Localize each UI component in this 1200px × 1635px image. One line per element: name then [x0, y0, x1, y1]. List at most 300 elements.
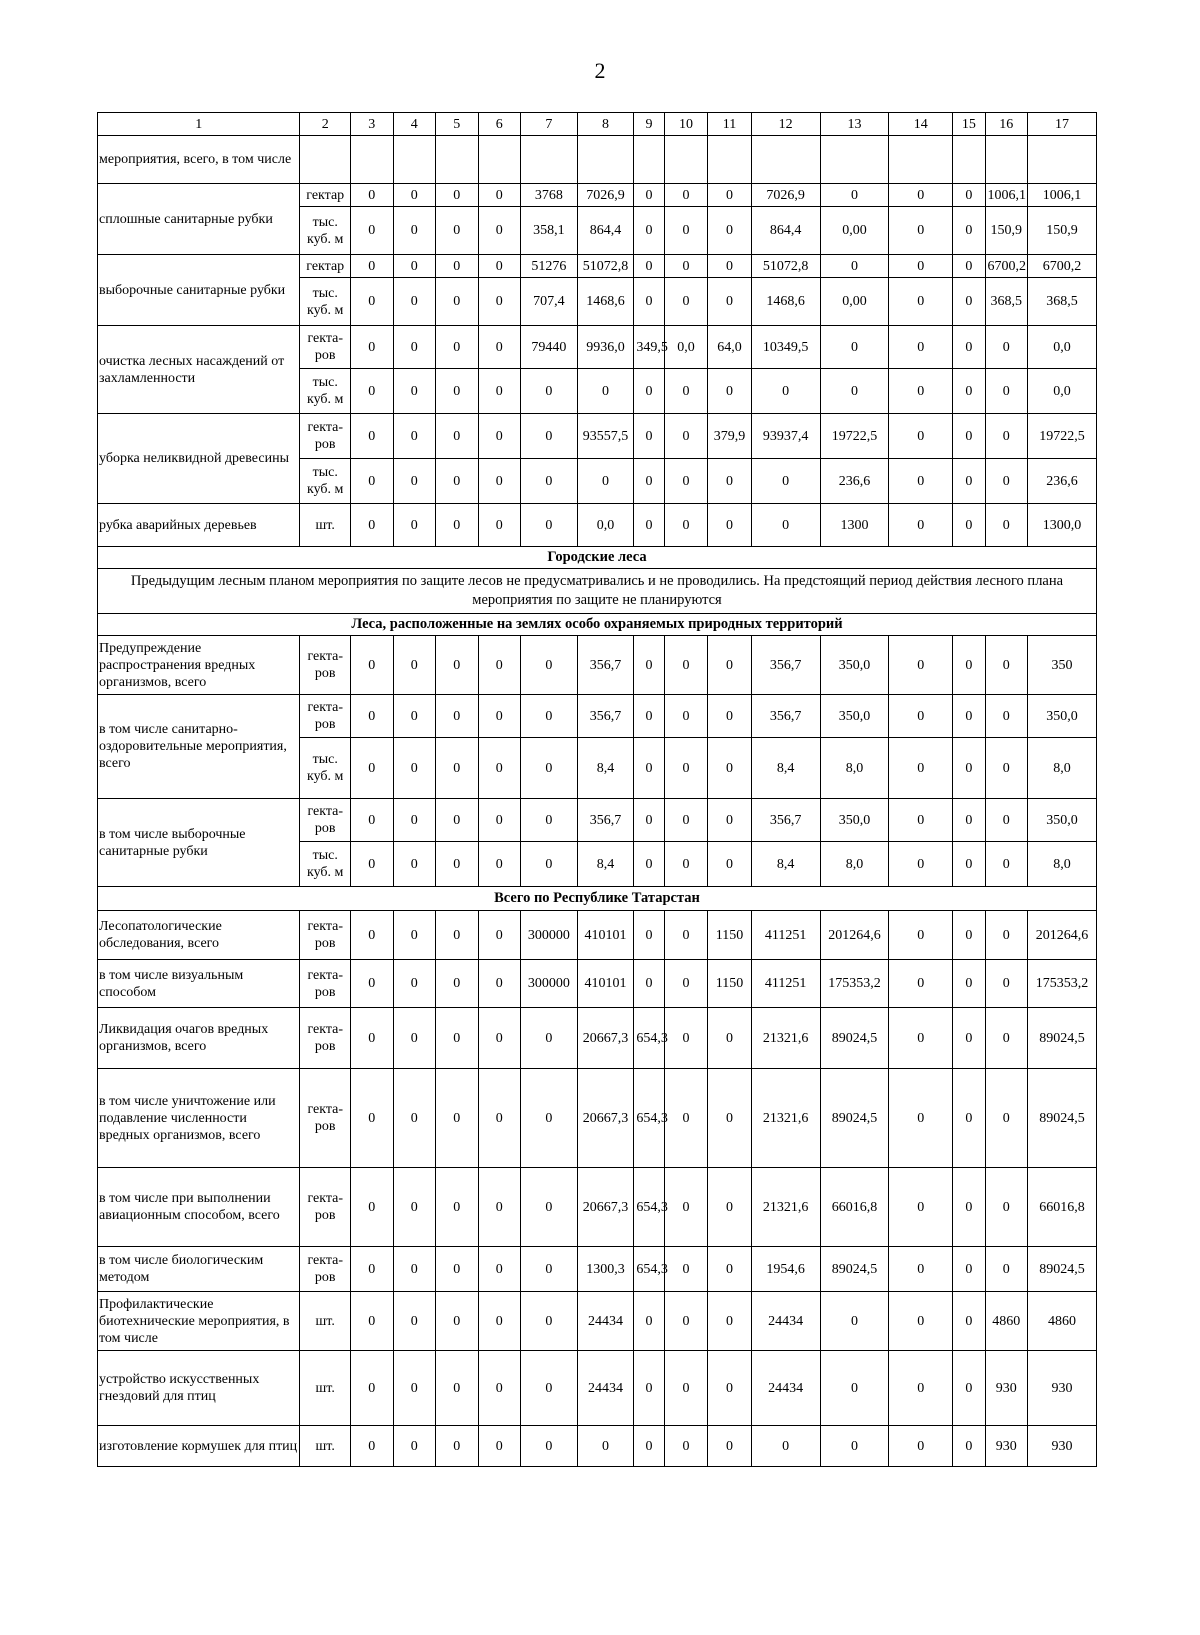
value-cell: 89024,5 [1028, 1069, 1097, 1168]
activity-name: в том числе визуальным способом [98, 960, 300, 1008]
value-cell: 0 [436, 1292, 479, 1351]
value-cell: 0 [351, 414, 394, 459]
value-cell: 0 [985, 911, 1028, 960]
value-cell: 0 [436, 459, 479, 504]
value-cell: 0 [393, 326, 436, 369]
value-cell: 0 [521, 369, 578, 414]
value-cell [351, 136, 394, 184]
value-cell: 0 [393, 1069, 436, 1168]
value-cell [820, 136, 889, 184]
value-cell: 0 [820, 255, 889, 278]
value-cell [985, 136, 1028, 184]
value-cell: 0 [393, 1292, 436, 1351]
table-row [98, 414, 1097, 459]
value-cell: 0 [436, 842, 479, 887]
value-cell: 0 [708, 207, 752, 255]
unit-cell: гекта-ров [300, 1008, 351, 1069]
value-cell: 0 [953, 255, 985, 278]
value-cell: 0 [708, 799, 752, 842]
value-cell: 410101 [577, 911, 634, 960]
value-cell: 0 [953, 207, 985, 255]
value-cell: 236,6 [1028, 459, 1097, 504]
value-cell: 0 [953, 326, 985, 369]
value-cell: 0 [393, 960, 436, 1008]
value-cell: 21321,6 [751, 1168, 820, 1247]
value-cell: 0 [478, 911, 521, 960]
value-cell: 0 [393, 414, 436, 459]
value-cell: 0 [889, 1292, 953, 1351]
value-cell: 1006,1 [1028, 184, 1097, 207]
value-cell: 0 [634, 799, 664, 842]
value-cell: 0 [436, 255, 479, 278]
value-cell: 64,0 [708, 326, 752, 369]
value-cell: 0 [664, 1008, 708, 1069]
value-cell [577, 136, 634, 184]
value-cell: 0 [708, 1351, 752, 1426]
value-cell: 0 [634, 504, 664, 547]
value-cell [436, 136, 479, 184]
value-cell: 0 [393, 459, 436, 504]
value-cell: 0 [889, 960, 953, 1008]
value-cell: 93557,5 [577, 414, 634, 459]
value-cell: 0 [664, 1426, 708, 1467]
value-cell: 0 [351, 1008, 394, 1069]
activity-name: Ликвидация очагов вредных организмов, всего [98, 1008, 300, 1069]
value-cell: 0 [889, 255, 953, 278]
value-cell: 0 [436, 799, 479, 842]
value-cell: 0 [393, 1168, 436, 1247]
section-title: Городские леса [98, 547, 1097, 569]
value-cell: 0 [351, 911, 394, 960]
unit-cell: гекта-ров [300, 326, 351, 369]
value-cell: 0 [889, 207, 953, 255]
value-cell: 0,00 [820, 278, 889, 326]
value-cell: 0 [393, 255, 436, 278]
value-cell: 0 [985, 1008, 1028, 1069]
value-cell: 0 [664, 255, 708, 278]
value-cell: 175353,2 [1028, 960, 1097, 1008]
value-cell: 89024,5 [1028, 1247, 1097, 1292]
value-cell: 19722,5 [820, 414, 889, 459]
value-cell: 9936,0 [577, 326, 634, 369]
value-cell: 0 [436, 1247, 479, 1292]
value-cell: 0 [664, 799, 708, 842]
activity-name: сплошные санитарные рубки [98, 184, 300, 255]
value-cell [478, 136, 521, 184]
activity-name: устройство искусственных гнездовий для птиц [98, 1351, 300, 1426]
value-cell: 20667,3 [577, 1168, 634, 1247]
value-cell: 0 [708, 636, 752, 695]
value-cell: 411251 [751, 911, 820, 960]
value-cell: 0 [521, 1247, 578, 1292]
value-cell: 0 [953, 799, 985, 842]
value-cell: 0 [351, 1292, 394, 1351]
value-cell: 0 [664, 1351, 708, 1426]
activity-name: в том числе выборочные санитарные рубки [98, 799, 300, 887]
value-cell [664, 136, 708, 184]
table-row [98, 1426, 1097, 1467]
value-cell: 0 [521, 695, 578, 738]
value-cell: 0 [889, 1069, 953, 1168]
table-row [98, 960, 1097, 1008]
value-cell: 51072,8 [577, 255, 634, 278]
activity-name: в том числе при выполнении авиационным способом, всего [98, 1168, 300, 1247]
value-cell: 0 [751, 504, 820, 547]
value-cell: 0 [708, 1069, 752, 1168]
value-cell: 0 [577, 459, 634, 504]
value-cell: 0 [664, 960, 708, 1008]
value-cell: 0 [751, 369, 820, 414]
value-cell: 0 [953, 636, 985, 695]
value-cell: 0 [708, 504, 752, 547]
value-cell: 0 [708, 695, 752, 738]
table-row [98, 1069, 1097, 1168]
value-cell: 0 [953, 842, 985, 887]
value-cell: 356,7 [751, 799, 820, 842]
value-cell [889, 136, 953, 184]
value-cell: 201264,6 [820, 911, 889, 960]
value-cell: 0 [820, 1426, 889, 1467]
value-cell: 0 [351, 255, 394, 278]
value-cell: 0 [436, 369, 479, 414]
table-row [98, 799, 1097, 842]
value-cell: 0 [889, 1247, 953, 1292]
activity-name: в том числе уничтожение или подавление численности вредных организмов, всего [98, 1069, 300, 1168]
value-cell: 0 [820, 369, 889, 414]
value-cell: 0 [478, 369, 521, 414]
value-cell: 707,4 [521, 278, 578, 326]
value-cell: 0 [478, 1351, 521, 1426]
value-cell: 0,0 [577, 504, 634, 547]
value-cell: 0 [664, 1168, 708, 1247]
value-cell: 0 [351, 1168, 394, 1247]
value-cell: 0 [985, 636, 1028, 695]
value-cell: 1300,0 [1028, 504, 1097, 547]
value-cell: 8,4 [751, 842, 820, 887]
value-cell: 356,7 [751, 695, 820, 738]
value-cell: 3768 [521, 184, 578, 207]
value-cell: 0 [664, 842, 708, 887]
activity-name: в том числе биологическим методом [98, 1247, 300, 1292]
value-cell: 0 [708, 738, 752, 799]
value-cell: 0 [393, 1247, 436, 1292]
value-cell: 0 [521, 459, 578, 504]
value-cell: 0 [351, 842, 394, 887]
value-cell: 0 [889, 695, 953, 738]
value-cell: 0 [953, 738, 985, 799]
forest-protection-table [97, 112, 1097, 1467]
value-cell: 0 [664, 1292, 708, 1351]
value-cell: 0 [436, 326, 479, 369]
value-cell: 0 [953, 414, 985, 459]
value-cell: 0 [708, 842, 752, 887]
value-cell: 350 [1028, 636, 1097, 695]
value-cell: 0 [985, 1069, 1028, 1168]
value-cell: 1468,6 [577, 278, 634, 326]
value-cell: 0 [634, 636, 664, 695]
unit-cell: тыс. куб. м [300, 207, 351, 255]
value-cell: 0 [393, 636, 436, 695]
column-number: 6 [478, 113, 521, 136]
section-note: Предыдущим лесным планом мероприятия по защите лесов не предусматривались и не проводились. На предстоящий период действия лесного плана мероприятия по защите не планируются [98, 569, 1097, 614]
value-cell: 0 [820, 1292, 889, 1351]
activity-name: мероприятия, всего, в том числе [98, 136, 300, 184]
column-number: 1 [98, 113, 300, 136]
value-cell: 0 [393, 1351, 436, 1426]
column-number: 8 [577, 113, 634, 136]
activity-name: Лесопатологические обследования, всего [98, 911, 300, 960]
value-cell: 0 [634, 1426, 664, 1467]
value-cell: 1468,6 [751, 278, 820, 326]
value-cell: 0 [393, 911, 436, 960]
table-row [98, 1008, 1097, 1069]
value-cell: 0 [478, 1168, 521, 1247]
value-cell: 0 [351, 459, 394, 504]
value-cell: 1150 [708, 911, 752, 960]
value-cell: 0 [577, 369, 634, 414]
value-cell: 0 [953, 504, 985, 547]
value-cell: 0 [521, 1292, 578, 1351]
value-cell: 358,1 [521, 207, 578, 255]
table-row [98, 1168, 1097, 1247]
value-cell: 0 [664, 184, 708, 207]
value-cell: 1150 [708, 960, 752, 1008]
value-cell: 0 [953, 184, 985, 207]
unit-cell: шт. [300, 504, 351, 547]
value-cell: 0 [521, 636, 578, 695]
value-cell: 0 [889, 636, 953, 695]
column-number: 12 [751, 113, 820, 136]
value-cell: 0 [634, 695, 664, 738]
table-row [98, 184, 1097, 207]
table-row [98, 636, 1097, 695]
value-cell: 7026,9 [577, 184, 634, 207]
value-cell: 89024,5 [820, 1008, 889, 1069]
value-cell: 0 [953, 1292, 985, 1351]
value-cell: 0 [889, 911, 953, 960]
value-cell: 0 [436, 504, 479, 547]
value-cell: 356,7 [577, 799, 634, 842]
value-cell: 0 [985, 842, 1028, 887]
value-cell: 0 [889, 1168, 953, 1247]
value-cell: 0 [351, 369, 394, 414]
value-cell: 0 [521, 738, 578, 799]
value-cell: 0 [664, 1247, 708, 1292]
unit-cell: гекта-ров [300, 695, 351, 738]
value-cell: 0 [889, 184, 953, 207]
value-cell: 0 [436, 184, 479, 207]
value-cell: 0 [664, 207, 708, 255]
value-cell: 0 [634, 184, 664, 207]
value-cell: 0 [889, 738, 953, 799]
value-cell: 0 [351, 960, 394, 1008]
value-cell: 654,3 [634, 1069, 664, 1168]
value-cell: 0 [393, 278, 436, 326]
value-cell: 0 [985, 799, 1028, 842]
value-cell: 0 [634, 1292, 664, 1351]
value-cell: 0 [478, 799, 521, 842]
table-row [98, 695, 1097, 738]
value-cell: 4860 [985, 1292, 1028, 1351]
value-cell: 0 [985, 738, 1028, 799]
unit-cell: тыс. куб. м [300, 738, 351, 799]
value-cell: 0 [889, 459, 953, 504]
unit-cell: гекта-ров [300, 1069, 351, 1168]
column-number: 2 [300, 113, 351, 136]
value-cell: 0 [708, 1008, 752, 1069]
value-cell: 0 [478, 1008, 521, 1069]
value-cell: 0 [351, 695, 394, 738]
value-cell: 0 [436, 738, 479, 799]
value-cell: 0 [478, 326, 521, 369]
unit-cell: шт. [300, 1426, 351, 1467]
activity-name: уборка неликвидной древесины [98, 414, 300, 504]
value-cell: 89024,5 [820, 1247, 889, 1292]
value-cell: 368,5 [1028, 278, 1097, 326]
section-title: Всего по Республике Татарстан [98, 887, 1097, 911]
section-title: Леса, расположенные на землях особо охраняемых природных территорий [98, 614, 1097, 636]
value-cell: 0 [634, 369, 664, 414]
value-cell: 0 [985, 1247, 1028, 1292]
value-cell: 356,7 [577, 636, 634, 695]
value-cell: 8,0 [1028, 842, 1097, 887]
value-cell [634, 136, 664, 184]
unit-cell: гекта-ров [300, 799, 351, 842]
value-cell: 0,00 [820, 207, 889, 255]
value-cell: 654,3 [634, 1168, 664, 1247]
value-cell: 410101 [577, 960, 634, 1008]
value-cell: 0 [953, 911, 985, 960]
value-cell: 0 [351, 504, 394, 547]
value-cell: 0 [820, 326, 889, 369]
table-row [98, 136, 1097, 184]
value-cell: 0 [436, 1351, 479, 1426]
value-cell: 0 [521, 842, 578, 887]
table-row [98, 911, 1097, 960]
unit-cell: гекта-ров [300, 414, 351, 459]
value-cell: 0 [708, 1292, 752, 1351]
value-cell: 0 [478, 842, 521, 887]
value-cell: 0 [521, 1426, 578, 1467]
value-cell: 0 [351, 207, 394, 255]
value-cell: 10349,5 [751, 326, 820, 369]
value-cell: 654,3 [634, 1247, 664, 1292]
note-row [98, 569, 1097, 614]
value-cell: 0 [751, 1426, 820, 1467]
value-cell: 0 [393, 842, 436, 887]
value-cell: 79440 [521, 326, 578, 369]
value-cell: 0 [478, 504, 521, 547]
table-row [98, 1247, 1097, 1292]
page-number: 2 [594, 58, 606, 83]
value-cell: 0 [351, 1351, 394, 1426]
value-cell: 0 [436, 636, 479, 695]
value-cell: 0 [664, 459, 708, 504]
value-cell: 0 [953, 1069, 985, 1168]
value-cell: 864,4 [751, 207, 820, 255]
value-cell: 1300,3 [577, 1247, 634, 1292]
value-cell: 0 [889, 326, 953, 369]
unit-cell: гектар [300, 255, 351, 278]
value-cell: 0 [478, 278, 521, 326]
value-cell: 0 [889, 1351, 953, 1426]
value-cell: 0 [985, 414, 1028, 459]
value-cell: 21321,6 [751, 1069, 820, 1168]
column-number: 9 [634, 113, 664, 136]
value-cell: 0 [351, 636, 394, 695]
value-cell: 0 [577, 1426, 634, 1467]
activity-name: в том числе санитарно-оздоровительные мероприятия, всего [98, 695, 300, 799]
section-header-row [98, 887, 1097, 911]
value-cell: 24434 [751, 1292, 820, 1351]
value-cell: 0 [953, 1426, 985, 1467]
value-cell: 0 [634, 414, 664, 459]
value-cell: 0 [953, 278, 985, 326]
value-cell: 411251 [751, 960, 820, 1008]
value-cell: 24434 [751, 1351, 820, 1426]
value-cell: 0,0 [1028, 369, 1097, 414]
value-cell [393, 136, 436, 184]
table-row [98, 1292, 1097, 1351]
value-cell: 0 [634, 842, 664, 887]
value-cell: 0,0 [664, 326, 708, 369]
value-cell: 150,9 [1028, 207, 1097, 255]
value-cell: 0 [478, 207, 521, 255]
unit-cell: шт. [300, 1351, 351, 1426]
value-cell: 0 [478, 636, 521, 695]
value-cell: 0 [751, 459, 820, 504]
column-number: 14 [889, 113, 953, 136]
value-cell: 0 [889, 799, 953, 842]
value-cell: 0 [664, 738, 708, 799]
value-cell: 930 [985, 1351, 1028, 1426]
value-cell: 0 [478, 695, 521, 738]
section-header-row [98, 547, 1097, 569]
table-row [98, 255, 1097, 278]
value-cell: 0 [436, 278, 479, 326]
value-cell: 0 [634, 738, 664, 799]
value-cell: 0 [634, 255, 664, 278]
unit-cell: тыс. куб. м [300, 842, 351, 887]
value-cell: 0 [436, 1008, 479, 1069]
unit-cell: тыс. куб. м [300, 278, 351, 326]
value-cell: 89024,5 [820, 1069, 889, 1168]
value-cell: 350,0 [820, 799, 889, 842]
value-cell: 350,0 [1028, 799, 1097, 842]
section-header-row [98, 614, 1097, 636]
value-cell: 0 [393, 369, 436, 414]
value-cell: 0 [664, 278, 708, 326]
value-cell: 0 [985, 504, 1028, 547]
value-cell: 6700,2 [985, 255, 1028, 278]
value-cell: 0 [708, 255, 752, 278]
value-cell: 66016,8 [1028, 1168, 1097, 1247]
value-cell: 0 [664, 636, 708, 695]
unit-cell: гекта-ров [300, 960, 351, 1008]
value-cell: 0 [478, 1292, 521, 1351]
unit-cell: тыс. куб. м [300, 369, 351, 414]
value-cell: 0 [351, 1069, 394, 1168]
activity-name: Профилактические биотехнические мероприятия, в том числе [98, 1292, 300, 1351]
column-number: 4 [393, 113, 436, 136]
value-cell: 8,4 [577, 842, 634, 887]
value-cell: 0 [521, 504, 578, 547]
value-cell: 1300 [820, 504, 889, 547]
value-cell [708, 136, 752, 184]
value-cell: 0 [953, 459, 985, 504]
value-cell: 201264,6 [1028, 911, 1097, 960]
value-cell: 24434 [577, 1351, 634, 1426]
